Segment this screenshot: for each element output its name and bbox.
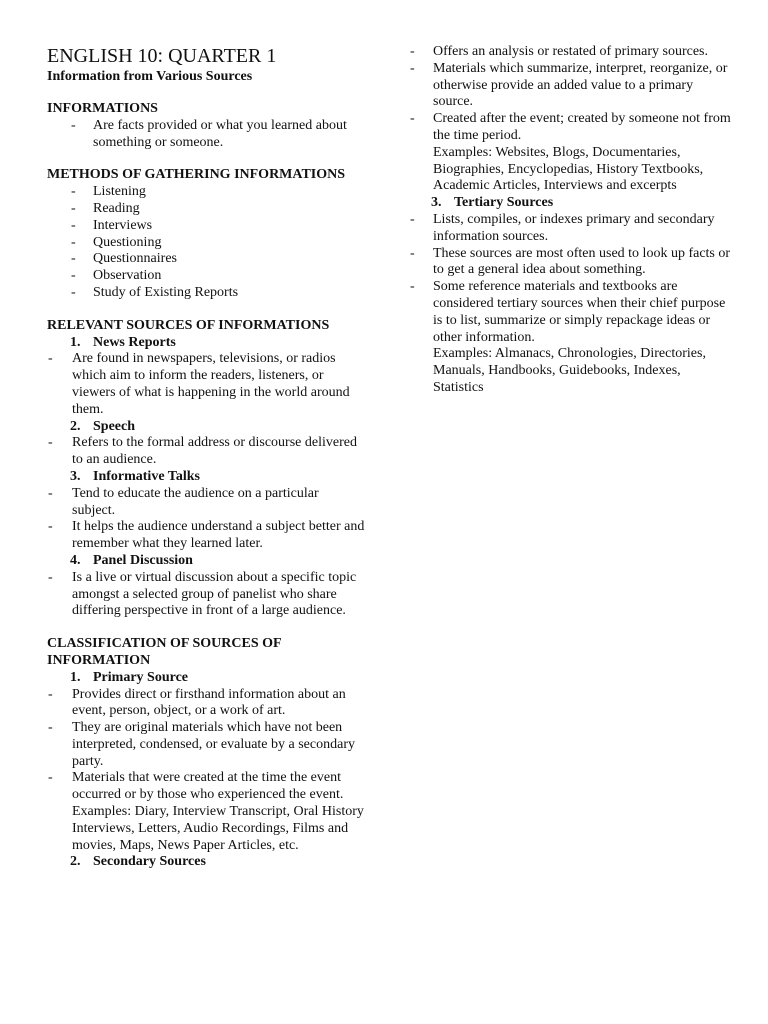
bullet-item: - These sources are most often used to look up facts or to get a general idea about something. — [410, 246, 732, 280]
examples-text: Examples: Almanacs, Chronologies, Directories, Manuals, Handbooks, Guidebooks, Indexes, Statistics — [433, 346, 706, 395]
classification-heading: CLASSIFICATION OF SOURCES OF INFORMATION — [47, 636, 282, 668]
list-item: - Study of Existing Reports — [47, 285, 365, 302]
page-title: ENGLISH 10: QUARTER 1 — [47, 45, 277, 67]
item-number: 2. — [70, 418, 81, 434]
page-subtitle: Information from Various Sources — [47, 69, 253, 84]
bullet-item: - Materials which summarize, interpret, reorganize, or otherwise provide an added value to a primary source. — [410, 61, 732, 111]
item-title: Informative Talks — [93, 468, 200, 484]
informations-list — [47, 118, 365, 152]
item-title: Panel Discussion — [93, 552, 193, 568]
informations-heading: INFORMATIONS — [47, 101, 158, 116]
item-title: Primary Source — [93, 669, 188, 685]
subheading-news-reports — [47, 335, 365, 352]
item-title: Tertiary Sources — [454, 195, 554, 211]
subheading-secondary-sources — [47, 854, 365, 871]
bullet-item: - Some reference materials and textbooks are considered tertiary sources when their chief purpose is to list, summarize or simply repackage ideas or other information. — [410, 279, 732, 346]
subheading-panel-discussion — [47, 553, 365, 570]
methods-list — [47, 184, 365, 302]
bullet-item: - They are original materials which have not been interpreted, condensed, or evaluate by a secondary party. — [47, 720, 365, 770]
bullet-item: - Tend to educate the audience on a particular subject. — [47, 486, 365, 520]
subheading-informative-talks — [47, 469, 365, 486]
item-number: 1. — [70, 669, 81, 685]
list-item: - Are facts provided or what you learned about something or someone. — [47, 118, 365, 152]
methods-heading: METHODS OF GATHERING INFORMATIONS — [47, 167, 346, 183]
informations-section — [47, 101, 365, 151]
methods-section — [47, 167, 365, 301]
list-item: - Interviews — [47, 218, 365, 235]
subheading-speech — [47, 419, 365, 436]
bullet-item: - Lists, compiles, or indexes primary and secondary information sources. — [410, 212, 732, 246]
item-number: 3. — [70, 468, 81, 484]
list-item: - Reading — [47, 201, 365, 218]
bullet-item: - Offers an analysis or restated of primary sources. — [410, 44, 732, 61]
left-column — [47, 44, 365, 871]
examples-text: Examples: Websites, Blogs, Documentaries, Biographies, Encyclopedias, History Textbooks, Academic Articles, Interviews and excerpts — [433, 144, 704, 194]
list-item: - Questionnaires — [47, 251, 365, 268]
item-title: News Reports — [93, 334, 176, 350]
bullet-item: - Created after the event; created by someone not from the time period. — [410, 111, 732, 145]
item-title: Secondary Sources — [93, 854, 206, 870]
item-title: Speech — [93, 418, 135, 434]
list-item: - Observation — [47, 268, 365, 285]
bullet-item: - Refers to the formal address or discourse delivered to an audience. — [47, 435, 365, 469]
bullet-item: - It helps the audience understand a subject better and remember what they learned later. — [47, 519, 365, 553]
subheading-primary-source — [47, 670, 365, 687]
item-number: 3. — [431, 195, 442, 211]
item-number: 2. — [70, 854, 81, 870]
relevant-sources-heading: RELEVANT SOURCES OF INFORMATIONS — [47, 317, 330, 333]
examples-text: Examples: Diary, Interview Transcript, Oral History Interviews, Letters, Audio Recordings, Films and movies, Maps, News Paper Articles, etc. — [72, 804, 364, 853]
item-number: 4. — [70, 552, 81, 568]
bullet-item: - Provides direct or firsthand information about an event, person, object, or a work of art. — [47, 687, 365, 721]
item-number: 1. — [70, 334, 81, 350]
list-item: - Questioning — [47, 235, 365, 252]
right-column — [410, 44, 732, 397]
bullet-item: - Is a live or virtual discussion about a specific topic amongst a selected group of panelist who share differing perspective in front of a large audience. — [47, 570, 365, 620]
relevant-sources-section — [47, 318, 365, 620]
bullet-item: - Are found in newspapers, televisions, or radios which aim to inform the readers, listeners, or viewers of what is happening in the world around them. — [47, 351, 365, 418]
list-item: - Listening — [47, 184, 365, 201]
bullet-item: - Materials that were created at the time the event occurred or by those who experienced the event. — [47, 770, 365, 804]
classification-section — [47, 636, 365, 871]
subheading-tertiary-sources — [410, 195, 732, 212]
